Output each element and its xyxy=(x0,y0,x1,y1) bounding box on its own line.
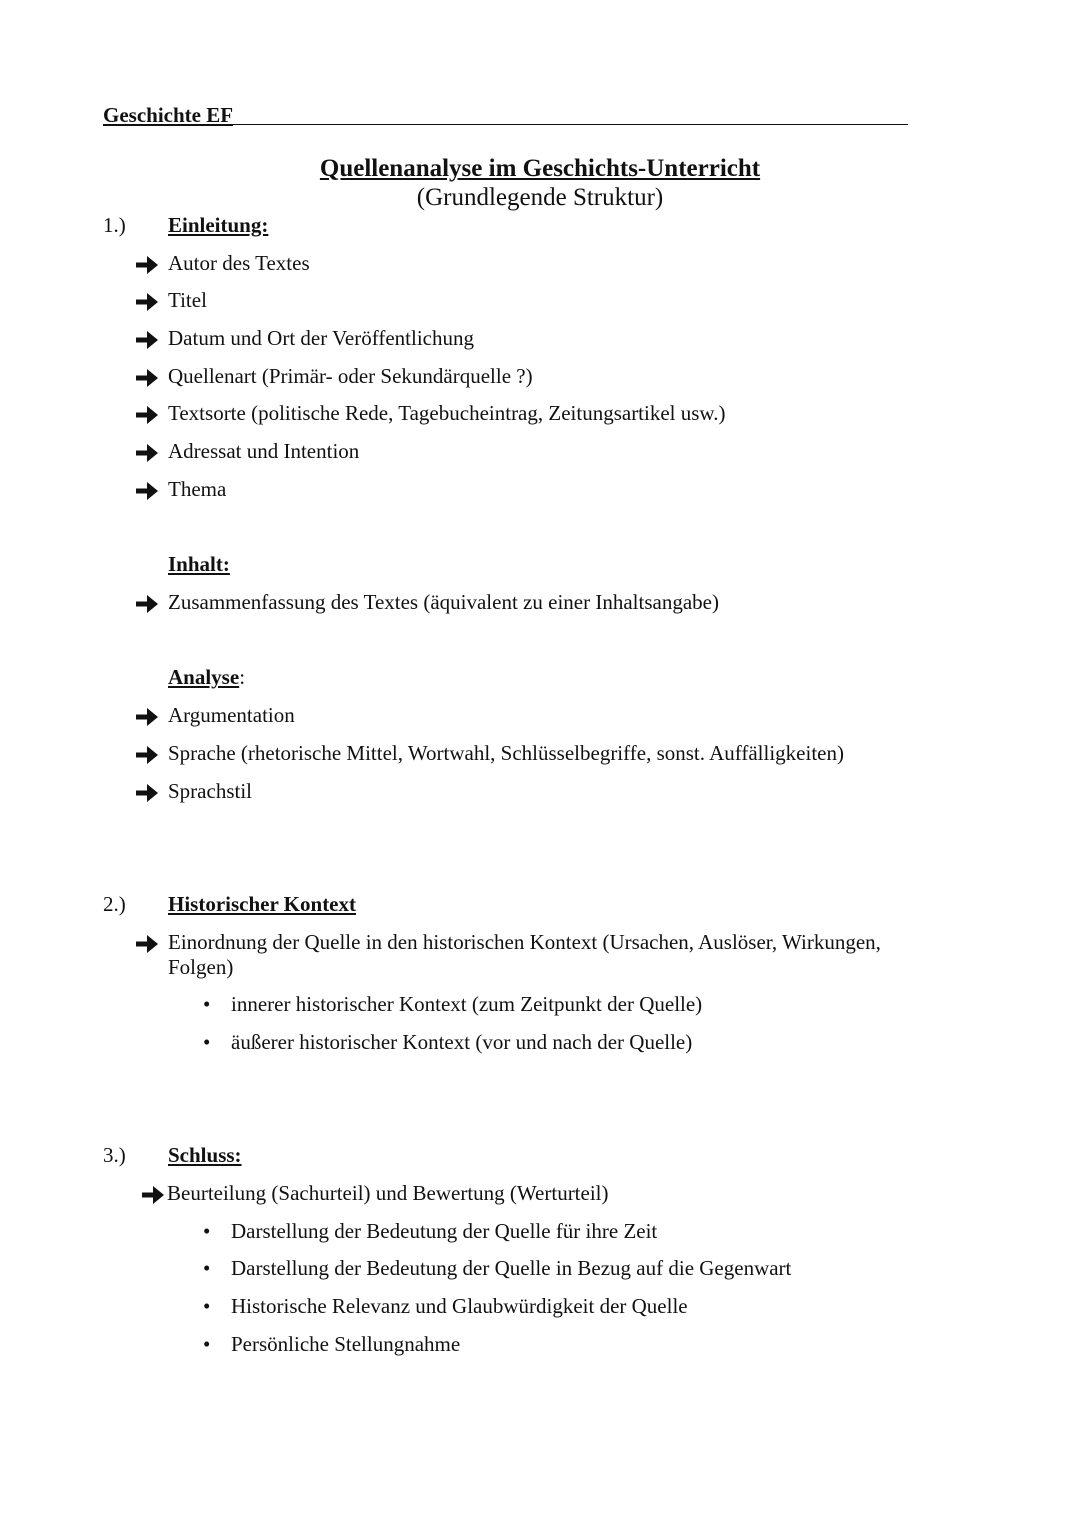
bullet-icon: • xyxy=(203,1332,211,1356)
arrow-right-icon xyxy=(134,329,160,351)
section-3-heading: Schluss: xyxy=(168,1143,242,1167)
section-1-heading: Einleitung: xyxy=(168,213,269,237)
analyse-heading-text: Analyse xyxy=(168,665,240,689)
list-item-text: Beurteilung (Sachurteil) und Bewertung (Werturteil) xyxy=(167,1181,609,1205)
bullet-icon: • xyxy=(203,1030,211,1054)
bullet-item-text: innerer historischer Kontext (zum Zeitpunkt der Quelle) xyxy=(231,992,703,1016)
list-item-text: Adressat und Intention xyxy=(168,439,360,463)
arrow-right-icon xyxy=(134,442,160,464)
arrow-right-icon xyxy=(134,291,160,313)
arrow-right-icon xyxy=(134,254,160,276)
bullet-icon: • xyxy=(203,1256,211,1280)
arrow-right-icon xyxy=(134,744,160,766)
arrow-right-icon xyxy=(134,404,160,426)
header-rule xyxy=(103,124,908,125)
list-item-text: Titel xyxy=(168,288,207,312)
page-title: Quellenanalyse im Geschichts-Unterricht xyxy=(319,155,761,182)
bullet-item-text: Darstellung der Bedeutung der Quelle für ihre Zeit xyxy=(231,1219,658,1243)
header-subject: Geschichte EF xyxy=(103,103,234,127)
bullet-item-text: Darstellung der Bedeutung der Quelle in Bezug auf die Gegenwart xyxy=(231,1256,792,1280)
bullet-icon: • xyxy=(203,1219,211,1243)
bullet-item-text: Persönliche Stellungnahme xyxy=(231,1332,461,1356)
section-1-number: 1.) xyxy=(103,213,126,237)
section-3-number: 3.) xyxy=(103,1143,126,1167)
inhalt-heading: Inhalt: xyxy=(168,552,230,576)
arrow-right-icon xyxy=(134,367,160,389)
section-2-heading: Historischer Kontext xyxy=(168,892,356,916)
arrow-right-icon xyxy=(134,782,160,804)
analyse-heading xyxy=(168,665,245,690)
arrow-right-icon xyxy=(140,1184,166,1206)
arrow-right-icon xyxy=(134,706,160,728)
bullet-item-text: äußerer historischer Kontext (vor und nach der Quelle) xyxy=(231,1030,693,1054)
list-item-text: Einordnung der Quelle in den historischen Kontext (Ursachen, Auslöser, Wirkungen, xyxy=(168,930,881,954)
page-subtitle: (Grundlegende Struktur) xyxy=(416,184,664,211)
bullet-icon: • xyxy=(203,1294,211,1318)
list-item-text-continued: Folgen) xyxy=(168,955,234,979)
list-item-text: Argumentation xyxy=(168,703,295,727)
bullet-icon: • xyxy=(203,992,211,1016)
section-2-number: 2.) xyxy=(103,892,126,916)
arrow-right-icon xyxy=(134,593,160,615)
list-item-text: Zusammenfassung des Textes (äquivalent zu einer Inhaltsangabe) xyxy=(168,590,719,614)
list-item-text: Datum und Ort der Veröffentlichung xyxy=(168,326,474,350)
bullet-item-text: Historische Relevanz und Glaubwürdigkeit der Quelle xyxy=(231,1294,688,1318)
analyse-heading-colon: : xyxy=(239,665,246,689)
arrow-right-icon xyxy=(134,480,160,502)
list-item-text: Quellenart (Primär- oder Sekundärquelle ?) xyxy=(168,364,533,388)
list-item-text: Textsorte (politische Rede, Tagebucheintrag, Zeitungsartikel usw.) xyxy=(168,401,726,425)
list-item-text: Sprache (rhetorische Mittel, Wortwahl, Schlüsselbegriffe, sonst. Auffälligkeiten) xyxy=(168,741,844,765)
list-item-text: Thema xyxy=(168,477,227,501)
list-item-text: Sprachstil xyxy=(168,779,252,803)
arrow-right-icon xyxy=(134,933,160,955)
list-item-text: Autor des Textes xyxy=(168,251,310,275)
